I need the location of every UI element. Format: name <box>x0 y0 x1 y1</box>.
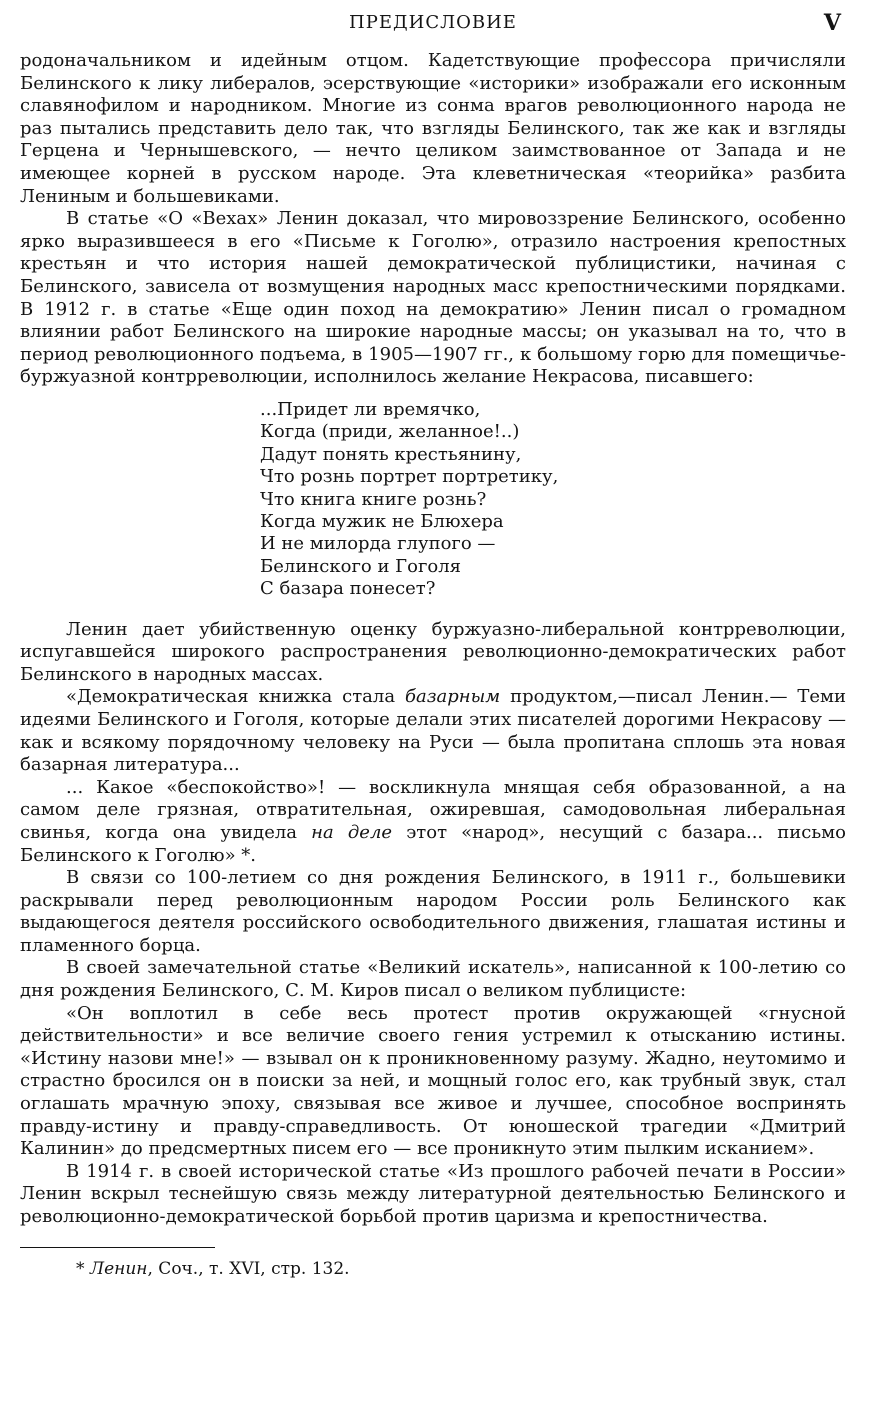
paragraph-5-quote <box>20 777 846 867</box>
quote-text: ... Какое «беспокойство»! — воскликнула мнящая себя образованной, а на самом деле грязная, отвратительная, ожиревшая, самодовольная либеральная свинья, когда она увидела <box>20 776 846 843</box>
poem-line: Когда мужик не Блюхера <box>260 510 504 532</box>
paragraph-7: В своей замечательной статье «Великий искатель», написанной к 100-летию со дня рождения Белинского, С. М. Киров писал о великом публицисте: <box>20 957 846 1002</box>
page-number: V <box>823 10 842 36</box>
running-head-title: ПРЕДИСЛОВИЕ <box>349 12 517 33</box>
paragraph-3: Ленин дает убийственную оценку буржуазно-либеральной контрреволюции, испугавшейся широкого распространения революционно-демократических работ Белинского в народных массах. <box>20 618 846 685</box>
quote-emphasis: на деле <box>311 821 393 843</box>
footnote <box>76 1258 846 1281</box>
footnote-marker: * <box>76 1258 90 1279</box>
quote-text: «Демократическая книжка стала <box>66 686 405 708</box>
poem-quote <box>260 399 846 601</box>
poem-line: Белинского и Гоголя <box>260 555 461 577</box>
poem-line: ...Придет ли времячко, <box>260 398 481 420</box>
quote-text: продуктом,—писал Ленин.— Теми идеями Белинского и Гоголя, которые делали этих писателей дорогими Некрасову — как и всякому порядочному человеку на Руси — была пропитана сплошь эта новая базарная литература... <box>20 686 846 776</box>
poem-line: С базара понесет? <box>260 578 436 600</box>
poem-line: И не милорда глупого — <box>260 533 496 555</box>
paragraph-9: В 1914 г. в своей исторической статье «Из прошлого рабочей печати в России» Ленин вскрыл теснейшую связь между литературной деятельностью Белинского и революционно-демократической борьбой против царизма и крепостничества. <box>20 1160 846 1227</box>
quote-text: этот «народ», несущий с базара... письмо Белинского к Гоголю» *. <box>20 821 847 866</box>
poem-line: Что рознь портрет портретику, <box>260 466 559 488</box>
footnote-text: , Соч., т. XVI, стр. 132. <box>147 1258 350 1279</box>
quote-emphasis: базарным <box>404 686 501 708</box>
paragraph-8-quote: «Он воплотил в себе весь протест против окружающей «гнусной действительности» и все величие своего гения устремил к отысканию истины. «Истину назови мне!» — взывал он к проникновенному разуму. Жадно, неутомимо и страстно бросился он в поиски за ней, и мощный голос его, как трубный звук, стал оглашать мрачную эпоху, связывая все живое и лучшее, способное воспринять правду-истину и правду-справедливость. От юношеской трагедии «Дмитрий Калинин» до предсмертных писем его — все проникнуто этим пылким исканием». <box>20 1002 846 1160</box>
poem-line: Дадут понять крестьянину, <box>260 443 522 465</box>
poem-line: Что книга книге рознь? <box>260 488 487 510</box>
paragraph-6: В связи со 100-летием со дня рождения Белинского, в 1911 г., большевики раскрывали перед революционным народом России роль Белинского как выдающегося деятеля российского освободительного движения, глашатая истины и пламенного борца. <box>20 867 846 956</box>
poem-line: Когда (приди, желанное!..) <box>260 421 520 443</box>
paragraph-1: родоначальником и идейным отцом. Кадетствующие профессора причисляли Белинского к лику либералов, эсерствующие «историки» изображали его исконным славянофилом и народником. Многие из сонма врагов революционного народа не раз пытались представить дело так, что взгляды Белинского, так же как и взгляды Герцена и Чернышевского, — нечто целиком заимствованное от Запада и не имеющее корней в русском народе. Эта клеветническая «теорийка» разбита Лениным и большевиками. <box>20 50 846 207</box>
paragraph-4-quote <box>20 686 846 776</box>
footnote-author: Ленин <box>89 1258 148 1279</box>
running-head <box>20 12 846 42</box>
footnote-divider <box>20 1247 215 1248</box>
paragraph-2: В статье «О «Вехах» Ленин доказал, что мировоззрение Белинского, особенно ярко выразившееся в его «Письме к Гоголю», отразило настроения крепостных крестьян и что история нашей демократической публицистики, начиная с Белинского, зависела от возмущения народных масс крепостническими порядками. В 1912 г. в статье «Еще один поход на демократию» Ленин писал о громадном влиянии работ Белинского на широкие народные массы; он указывал на то, что в период революционного подъема, в 1905—1907 гг., к большому горю для помещичье-буржуазной контрреволюции, исполнилось желание Некрасова, писавшего: <box>20 208 846 388</box>
